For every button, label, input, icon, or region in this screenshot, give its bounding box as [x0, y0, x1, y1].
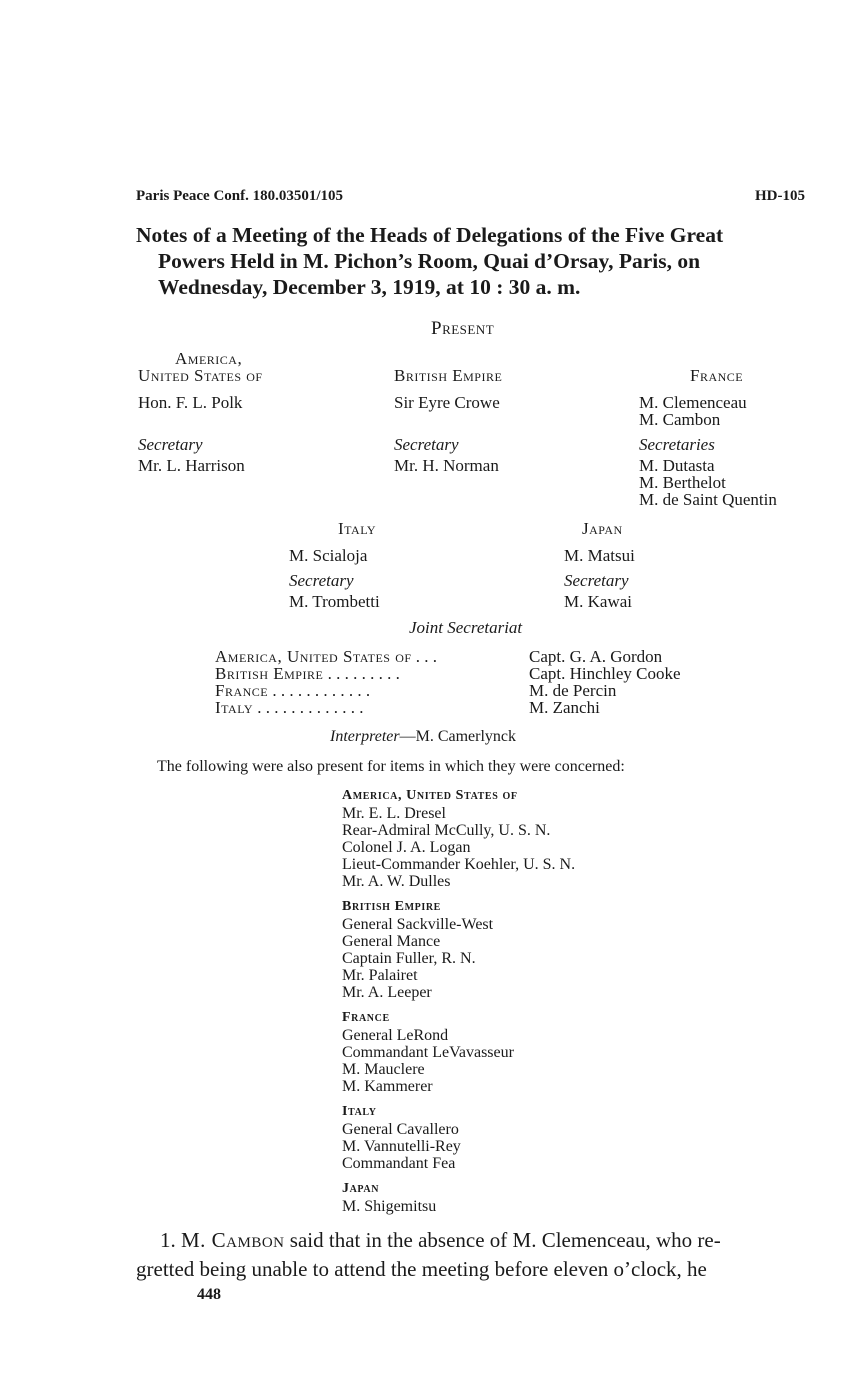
- dot-leader: . . .: [411, 647, 438, 666]
- france-member: M. Cambon: [639, 410, 721, 429]
- france-secretary: M. de Saint Quentin: [639, 490, 777, 509]
- also-present-list: [342, 787, 575, 1215]
- british-secretary: Mr. H. Norman: [394, 456, 499, 475]
- japan-member: M. Matsui: [564, 546, 635, 565]
- british-heading: British Empire: [394, 366, 503, 385]
- attendee: Lieut-Commander Koehler, U. S. N.: [342, 856, 576, 873]
- interpreter-label: Interpreter: [330, 728, 400, 745]
- secretariat-country: British Empire: [215, 664, 324, 683]
- attendee: General Mance: [342, 933, 441, 950]
- france-heading: France: [690, 366, 744, 385]
- attendee: Rear-Admiral McCully, U. S. N.: [342, 822, 551, 839]
- file-reference: Paris Peace Conf. 180.03501/105: [136, 188, 344, 204]
- page-number: 448: [197, 1286, 221, 1303]
- secretariat-name: M. de Percin: [529, 681, 617, 700]
- dot-leader: . . . . . . . . . . . .: [268, 681, 371, 700]
- secretariat-name: Capt. Hinchley Cooke: [529, 664, 681, 683]
- france-secretary: M. Dutasta: [639, 456, 715, 475]
- attendee: Colonel J. A. Logan: [342, 839, 471, 856]
- document-id: HD-105: [755, 188, 805, 204]
- italy-secretary: M. Trombetti: [289, 592, 380, 611]
- title-line-3: Wednesday, December 3, 1919, at 10 : 30 a. m.: [158, 275, 581, 299]
- secretariat-country: America, United States of: [215, 647, 412, 666]
- paragraph-line-2: gretted being unable to attend the meeting before eleven o’clock, he: [136, 1257, 707, 1281]
- british-secretary-label: Secretary: [394, 435, 459, 454]
- secretariat-row: [215, 699, 364, 716]
- paragraph-text: said that in the absence of M. Clemenceau, who re-: [284, 1228, 721, 1252]
- secretariat-country: Italy: [215, 698, 253, 717]
- attendee: Captain Fuller, R. N.: [342, 950, 476, 967]
- also-present-intro: The following were also present for items in which they were concerned:: [157, 758, 625, 775]
- attendee: M. Kammerer: [342, 1078, 433, 1095]
- item-number: 1.: [160, 1228, 176, 1252]
- attendee: General Sackville-West: [342, 916, 494, 933]
- attendee: Mr. E. L. Dresel: [342, 805, 446, 822]
- attendee: M. Shigemitsu: [342, 1198, 437, 1215]
- italy-heading: Italy: [338, 519, 376, 538]
- america-secretary: Mr. L. Harrison: [138, 456, 245, 475]
- secretariat-row: [215, 682, 370, 699]
- title-line-1: Notes of a Meeting of the Heads of Delegations of the Five Great: [136, 223, 724, 247]
- attendee: Mr. A. Leeper: [342, 984, 432, 1001]
- america-heading-line1: America,: [175, 349, 243, 368]
- present-heading: Present: [431, 318, 495, 339]
- title-line-2: Powers Held in M. Pichon’s Room, Quai d’Orsay, Paris, on: [158, 249, 701, 273]
- attendee: M. Mauclere: [342, 1061, 425, 1078]
- america-member: Hon. F. L. Polk: [138, 393, 243, 412]
- secretariat-country: France: [215, 681, 269, 700]
- group-heading-japan: Japan: [342, 1181, 380, 1196]
- group-heading-italy: Italy: [342, 1104, 377, 1119]
- interpreter-dash: —: [399, 728, 416, 745]
- dot-leader: . . . . . . . . . . . . .: [253, 698, 364, 717]
- france-secretaries-label: Secretaries: [639, 435, 715, 454]
- secretariat-name: M. Zanchi: [529, 698, 600, 717]
- america-heading-line2: United States of: [138, 366, 263, 385]
- italy-secretary-label: Secretary: [289, 571, 354, 590]
- joint-secretariat-heading: Joint Secretariat: [409, 618, 523, 637]
- meeting-title: [136, 222, 811, 300]
- interpreter-name: M. Camerlynck: [415, 728, 517, 745]
- japan-heading: Japan: [582, 519, 623, 538]
- japan-secretary: M. Kawai: [564, 592, 632, 611]
- france-secretary: M. Berthelot: [639, 473, 726, 492]
- paragraph-line-1: [136, 1226, 808, 1255]
- america-secretary-label: Secretary: [138, 435, 203, 454]
- italy-member: M. Scialoja: [289, 546, 368, 565]
- group-heading-america: America, United States of: [342, 788, 518, 803]
- secretariat-row: [215, 665, 400, 682]
- minutes-paragraph-1: [136, 1226, 808, 1284]
- attendee: Mr. A. W. Dulles: [342, 873, 451, 890]
- group-heading-british: British Empire: [342, 899, 441, 914]
- france-member: M. Clemenceau: [639, 393, 747, 412]
- secretariat-row: [215, 648, 437, 665]
- group-heading-france: France: [342, 1010, 390, 1025]
- dot-leader: . . . . . . . . .: [323, 664, 400, 683]
- british-member: Sir Eyre Crowe: [394, 393, 500, 412]
- secretariat-name: Capt. G. A. Gordon: [529, 647, 663, 666]
- attendee: General Cavallero: [342, 1121, 459, 1138]
- attendee: Commandant Fea: [342, 1155, 456, 1172]
- japan-secretary-label: Secretary: [564, 571, 629, 590]
- attendee: Commandant LeVavasseur: [342, 1044, 514, 1061]
- attendee: M. Vannutelli-Rey: [342, 1138, 461, 1155]
- interpreter-line: [330, 728, 516, 745]
- speaker-name: M. Cambon: [181, 1228, 285, 1252]
- attendee: Mr. Palairet: [342, 967, 418, 984]
- attendee: General LeRond: [342, 1027, 449, 1044]
